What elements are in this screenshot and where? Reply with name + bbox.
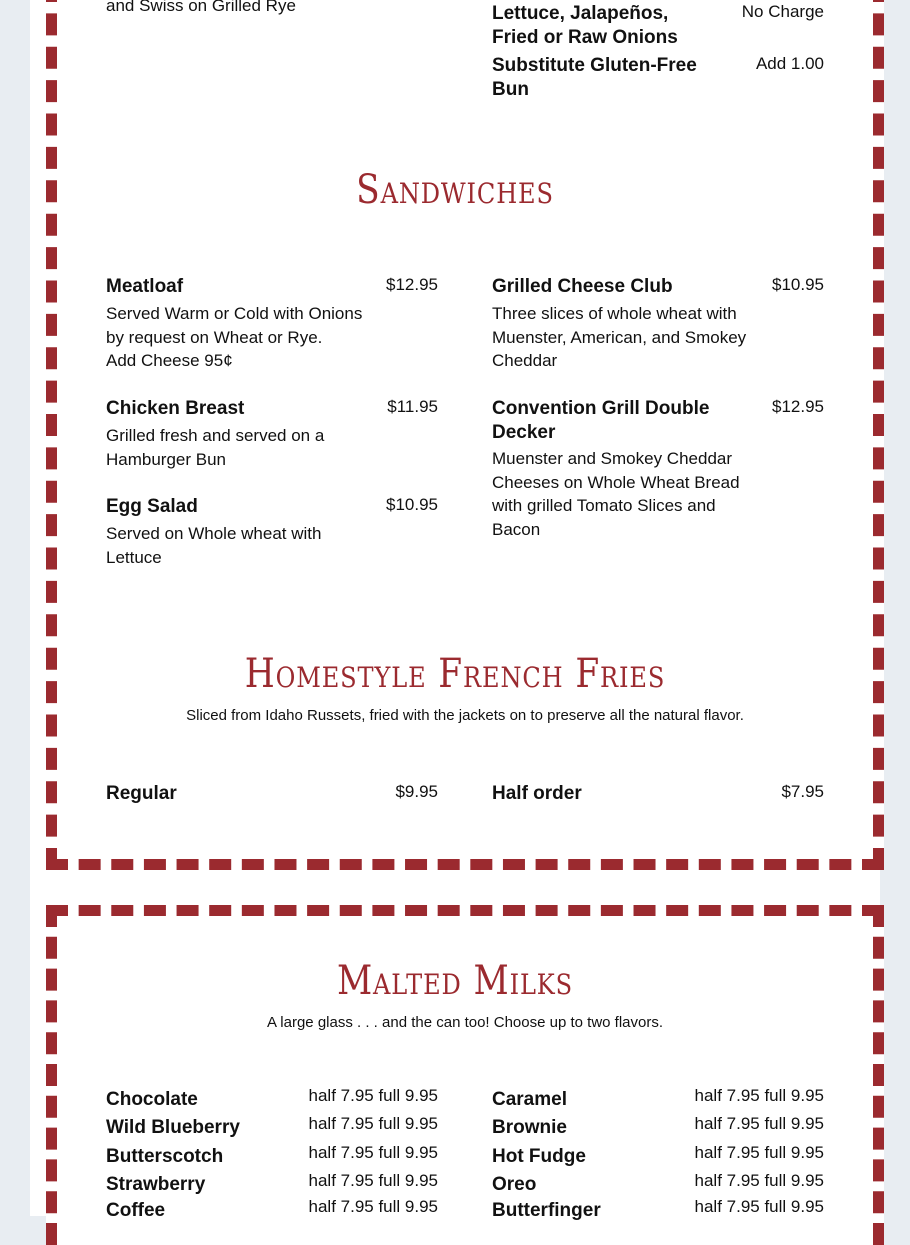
section-title-malts: Malted Milks bbox=[336, 958, 574, 1004]
menu-item-price: $12.95 bbox=[386, 275, 438, 294]
flavor-price: half 7.95 full 9.95 bbox=[308, 1086, 438, 1105]
menu-item-name: Substitute Gluten-Free Bun bbox=[492, 55, 697, 100]
flavor-name: Caramel bbox=[492, 1089, 567, 1110]
menu-item-price: $9.95 bbox=[395, 782, 438, 801]
flavor-price: half 7.95 full 9.95 bbox=[308, 1114, 438, 1133]
list-item bbox=[492, 1088, 824, 1112]
item-description: Muenster and Smokey Cheddar Cheeses on Whole Wheat Bread with grilled Tomato Slices and Bacon bbox=[492, 449, 740, 539]
menu-item-name: Chicken Breast bbox=[106, 398, 245, 419]
menu-item-name: Regular bbox=[106, 783, 177, 804]
flavor-price: half 7.95 full 9.95 bbox=[308, 1171, 438, 1190]
list-item bbox=[106, 1145, 438, 1169]
section-title-fries: Homestyle French Fries bbox=[244, 651, 666, 697]
item-description: Served Warm or Cold with Onions by request on Wheat or Rye. bbox=[106, 304, 363, 347]
menu-item-price: $10.95 bbox=[386, 495, 438, 514]
flavor-name: Strawberry bbox=[106, 1174, 206, 1195]
item-description: Three slices of whole wheat with Muenster, American, and Smokey Cheddar bbox=[492, 304, 747, 370]
flavor-price: half 7.95 full 9.95 bbox=[308, 1143, 438, 1162]
menu-item-price: $10.95 bbox=[772, 275, 824, 294]
menu-item-price: $12.95 bbox=[772, 397, 824, 416]
menu-item-name: Lettuce, Jalapeños, Fried or Raw Onions bbox=[492, 3, 678, 48]
section-title-sandwiches: Sandwiches bbox=[356, 167, 554, 213]
item-description: and Swiss on Grilled Rye bbox=[106, 0, 296, 15]
flavor-name: Butterscotch bbox=[106, 1146, 224, 1167]
list-item bbox=[106, 1173, 438, 1197]
flavor-name: Coffee bbox=[106, 1200, 166, 1221]
section-subtitle: Sliced from Idaho Russets, fried with the jackets on to preserve all the natural flavor. bbox=[186, 707, 744, 724]
menu-item-price: $11.95 bbox=[387, 397, 438, 416]
flavor-price: half 7.95 full 9.95 bbox=[694, 1171, 824, 1190]
flavor-name: Wild Blueberry bbox=[106, 1117, 240, 1138]
list-item bbox=[106, 1199, 438, 1223]
list-item bbox=[106, 1116, 438, 1140]
flavor-name: Chocolate bbox=[106, 1089, 198, 1110]
menu-item-name: Convention Grill Double Decker bbox=[492, 398, 710, 443]
menu-item-price: No Charge bbox=[741, 2, 824, 21]
menu-item-price: Add 1.00 bbox=[755, 54, 824, 73]
menu-item-price: $7.95 bbox=[781, 782, 824, 801]
menu-item-name: Egg Salad bbox=[106, 496, 198, 517]
section-subtitle: A large glass . . . and the can too! Choose up to two flavors. bbox=[266, 1014, 664, 1031]
flavor-price: half 7.95 full 9.95 bbox=[694, 1114, 824, 1133]
list-item bbox=[492, 1116, 824, 1140]
list-item bbox=[106, 1088, 438, 1112]
flavor-price: half 7.95 full 9.95 bbox=[308, 1197, 438, 1216]
flavor-name: Brownie bbox=[492, 1117, 567, 1138]
item-description: Served on Whole wheat with Lettuce bbox=[106, 524, 322, 567]
item-description-extra: Add Cheese 95¢ bbox=[106, 351, 233, 370]
flavor-name: Oreo bbox=[492, 1174, 537, 1195]
flavor-name: Butterfinger bbox=[492, 1200, 601, 1221]
item-description: Grilled fresh and served on a Hamburger Bun bbox=[106, 426, 325, 469]
flavor-price: half 7.95 full 9.95 bbox=[694, 1086, 824, 1105]
menu-item-name: Grilled Cheese Club bbox=[492, 276, 673, 297]
flavor-price: half 7.95 full 9.95 bbox=[694, 1143, 824, 1162]
list-item bbox=[492, 1199, 824, 1223]
flavor-name: Hot Fudge bbox=[492, 1146, 586, 1167]
menu-item-name: Meatloaf bbox=[106, 276, 184, 297]
list-item bbox=[492, 1173, 824, 1197]
menu-item-name: Half order bbox=[492, 783, 582, 804]
list-item bbox=[492, 1145, 824, 1169]
flavor-price: half 7.95 full 9.95 bbox=[694, 1197, 824, 1216]
